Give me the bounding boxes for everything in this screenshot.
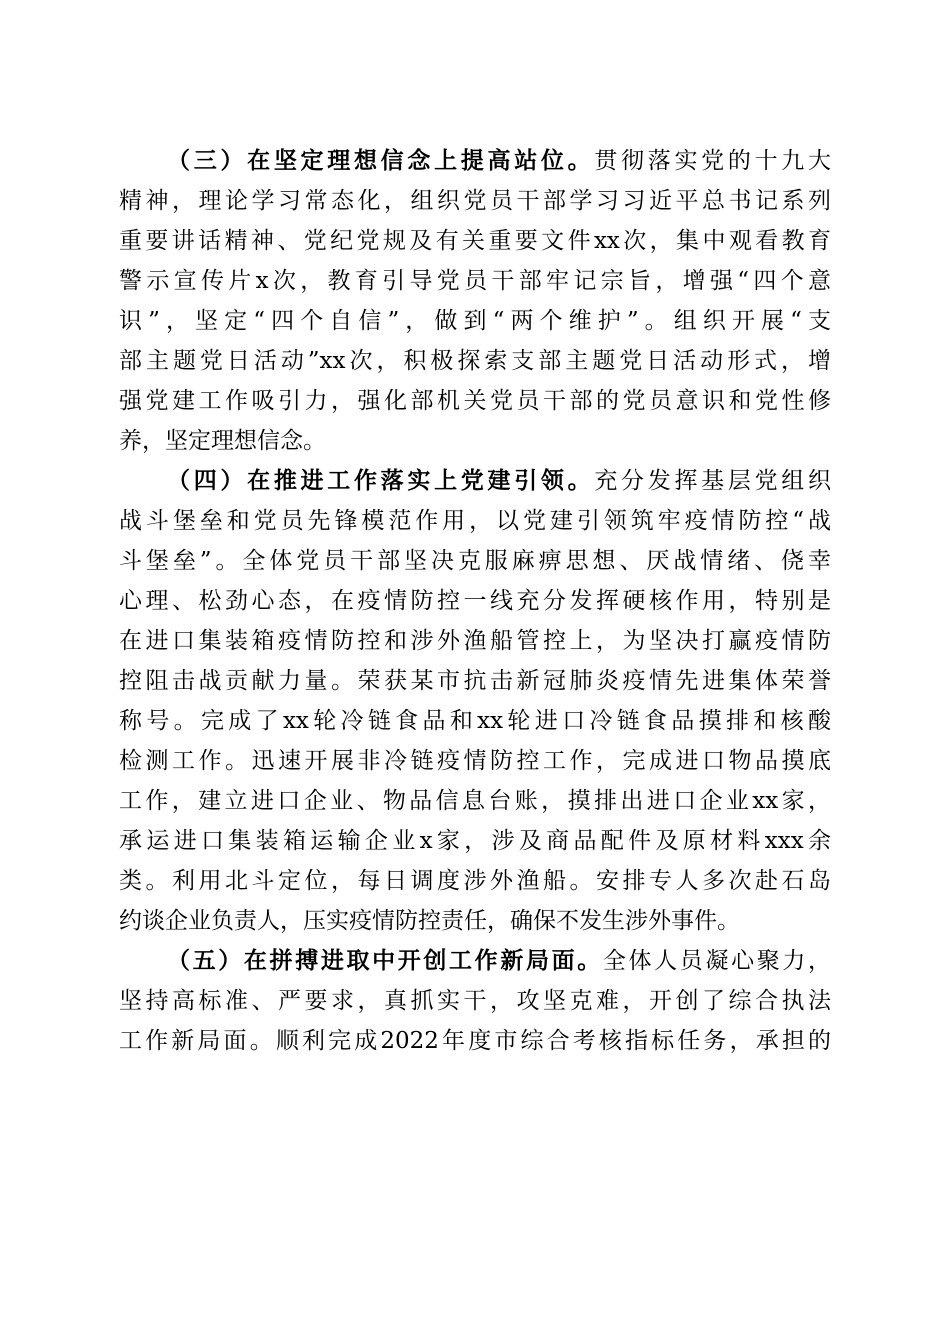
paragraph-text: 全体人员凝心聚力， <box>602 948 832 974</box>
paragraph-line: 在进口集装箱疫情防控和涉外渔船管控上，为坚决打赢疫情防 <box>119 628 831 654</box>
paragraph-line: 识”，坚定“四个自信”，做到“两个维护”。组织开展“支 <box>119 308 831 334</box>
paragraph-heading: （五）在拼搏进取中开创工作新局面。 <box>167 947 603 974</box>
paragraph-5 <box>119 941 831 1061</box>
paragraph-line: 斗堡垒”。全体党员干部坚决克服麻痹思想、厌战情绪、侥幸 <box>119 548 831 574</box>
paragraph-line: 检测工作。迅速开展非冷链疫情防控工作，完成进口物品摸底 <box>119 748 831 774</box>
paragraph-4 <box>119 461 831 941</box>
document-body <box>119 141 831 1061</box>
paragraph-line: 战斗堡垒和党员先锋模范作用，以党建引领筑牢疫情防控“战 <box>119 508 831 534</box>
paragraph-text: 贯彻落实党的十九大 <box>594 148 832 174</box>
paragraph-line: 约谈企业负责人，压实疫情防控责任，确保不发生涉外事件。 <box>119 908 740 934</box>
paragraph-line <box>119 941 831 981</box>
paragraph-line <box>119 141 831 181</box>
paragraph-line: 精神，理论学习常态化，组织党员干部学习习近平总书记系列 <box>119 188 831 214</box>
paragraph-line: 警示宣传片x次，教育引导党员干部牢记宗旨，增强“四个意 <box>119 268 831 294</box>
paragraph-line: 重要讲话精神、党纪党规及有关重要文件xx次，集中观看教育 <box>119 228 831 254</box>
paragraph-line: 称号。完成了xx轮冷链食品和xx轮进口冷链食品摸排和核酸 <box>119 708 831 734</box>
paragraph-line: 坚持高标准、严要求，真抓实干，攻坚克难，开创了综合执法 <box>119 988 831 1014</box>
paragraph-line: 承运进口集装箱运输企业x家，涉及商品配件及原材料xxx余 <box>119 828 831 854</box>
paragraph-heading: （四）在推进工作落实上党建引领。 <box>167 467 595 494</box>
paragraph-line: 部主题党日活动”xx次，积极探索支部主题党日活动形式，增 <box>119 348 831 374</box>
paragraph-line: 控阻击战贡献力量。荣获某市抗击新冠肺炎疫情先进集体荣誉 <box>119 668 831 694</box>
paragraph-line: 类。利用北斗定位，每日调度涉外渔船。安排专人多次赴石岛 <box>119 868 831 894</box>
paragraph-3 <box>119 141 831 461</box>
paragraph-line: 心理、松劲心态，在疫情防控一线充分发挥硬核作用，特别是 <box>119 588 831 614</box>
paragraph-line <box>119 461 831 501</box>
paragraph-line: 养，坚定理想信念。 <box>119 428 326 454</box>
paragraph-heading: （三）在坚定理想信念上提高站位。 <box>167 147 595 174</box>
paragraph-text: 充分发挥基层党组织 <box>594 468 832 494</box>
paragraph-line: 强党建工作吸引力，强化部机关党员干部的党员意识和党性修 <box>119 388 831 414</box>
paragraph-line: 工作，建立进口企业、物品信息台账，摸排出进口企业xx家， <box>119 788 831 814</box>
paragraph-line: 工作新局面。顺利完成2022年度市综合考核指标任务，承担的 <box>119 1028 831 1054</box>
